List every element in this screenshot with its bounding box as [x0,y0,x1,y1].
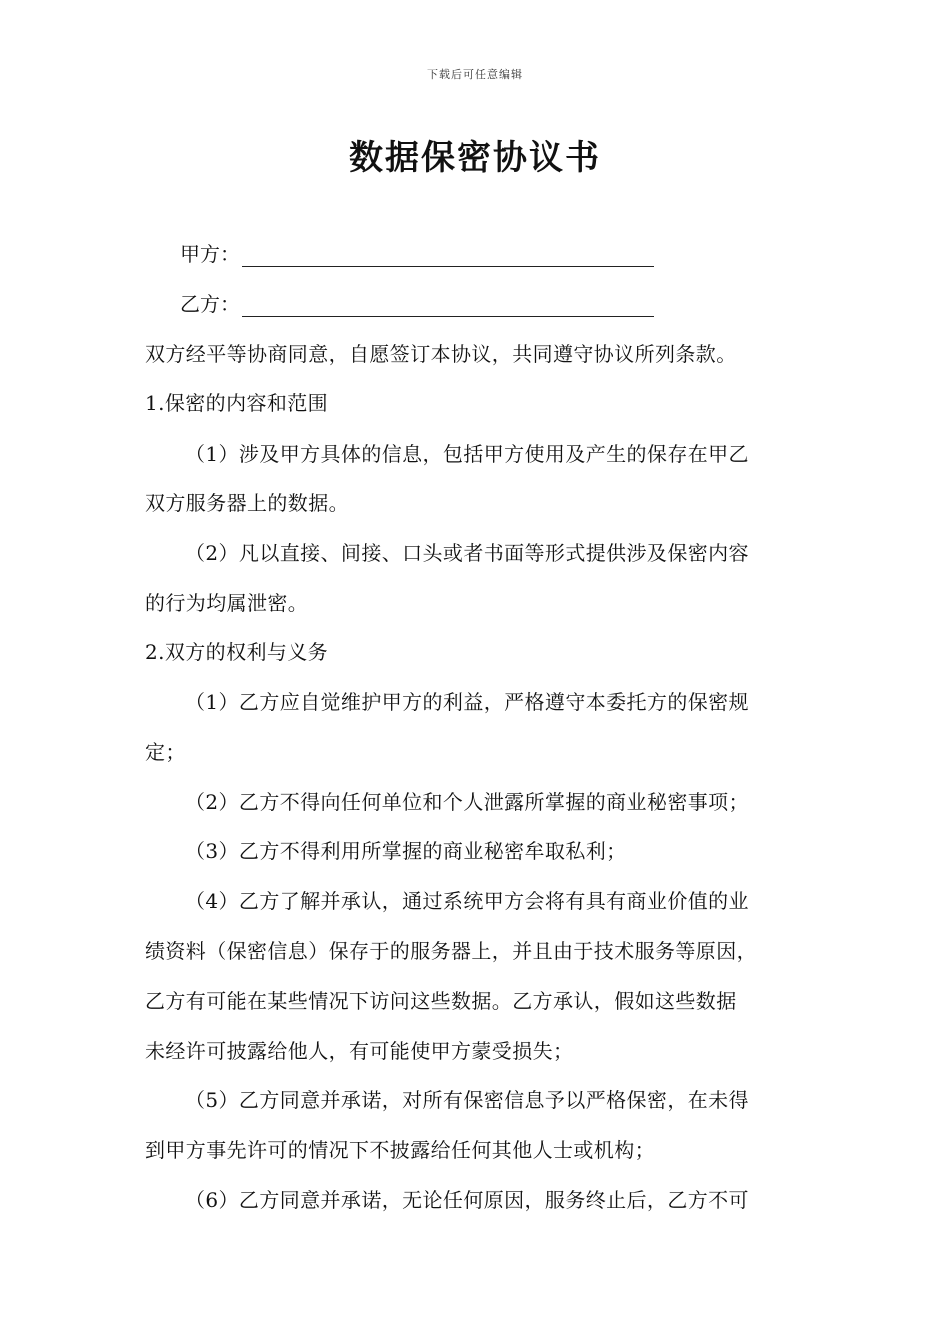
paragraph-line: 的行为均属泄密。 [145,591,309,615]
paragraph-line: （6）乙方同意并承诺，无论任何原因，服务终止后，乙方不可 [185,1188,749,1212]
party-a-label: 甲方： [180,242,240,266]
paragraph-line: 乙方有可能在某些情况下访问这些数据。乙方承认，假如这些数据 [145,989,737,1013]
party-b-label: 乙方： [180,292,240,316]
document-title: 数据保密协议书 [349,138,601,178]
paragraph-line: （3）乙方不得利用所掌握的商业秘密牟取私利； [185,839,627,863]
header-note: 下载后可任意编辑 [427,68,523,81]
section-2-heading: 2.双方的权利与义务 [145,640,329,664]
paragraph-line: 未经许可披露给他人，有可能使甲方蒙受损失； [145,1039,574,1063]
paragraph-line: （1）涉及甲方具体的信息，包括甲方使用及产生的保存在甲乙 [185,442,749,466]
paragraph-line: 到甲方事先许可的情况下不披露给任何其他人士或机构； [145,1138,655,1162]
paragraph-line: （2）凡以直接、间接、口头或者书面等形式提供涉及保密内容 [185,541,749,565]
paragraph-line: （5）乙方同意并承诺，对所有保密信息予以严格保密，在未得 [185,1088,749,1112]
party-b-blank [242,298,654,317]
section-1-heading: 1.保密的内容和范围 [145,391,329,415]
party-b-line [180,288,654,317]
party-a-line [180,238,654,267]
intro-paragraph: 双方经平等协商同意，自愿签订本协议，共同遵守协议所列条款。 [145,342,737,366]
paragraph-line: 绩资料（保密信息）保存于的服务器上，并且由于技术服务等原因， [145,939,757,963]
paragraph-line: （4）乙方了解并承认，通过系统甲方会将有具有商业价值的业 [185,889,749,913]
party-a-blank [242,248,654,267]
paragraph-line: 定； [145,740,186,764]
paragraph-line: 双方服务器上的数据。 [145,491,349,515]
paragraph-line: （2）乙方不得向任何单位和个人泄露所掌握的商业秘密事项； [185,790,749,814]
paragraph-line: （1）乙方应自觉维护甲方的利益，严格遵守本委托方的保密规 [185,690,749,714]
